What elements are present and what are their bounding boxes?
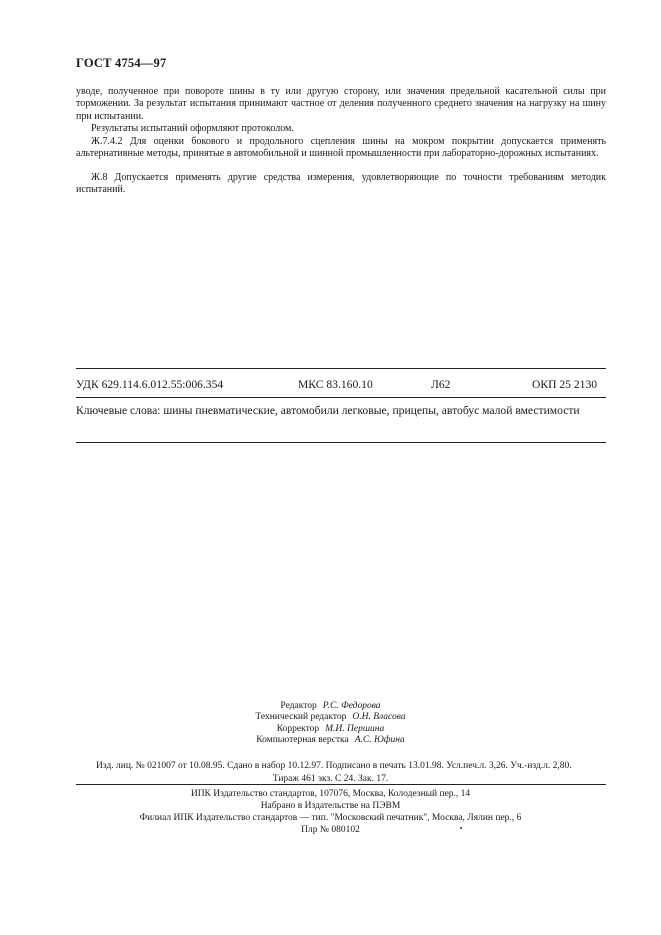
credit-tech-editor [0,712,661,723]
rule-imprint [76,784,606,785]
credit-person: М.И. Першина [325,723,385,734]
credit-editor [0,701,661,712]
publisher-line: Филиал ИПК Издательство стандартов — тип. "Московский печатник", Москва, Лялин пер., 6 [139,813,522,823]
rule-top-classification [76,368,606,369]
publisher-line: Плр № 080102 [301,825,360,835]
credit-role: Корректор [276,723,320,734]
credits-block [0,701,661,747]
credit-role: Компьютерная верстка [256,735,349,746]
credit-person: О.Н. Власова [352,712,406,723]
udk-code: УДК 629.114.6.012.55:006.354 [76,378,224,391]
document-code-header: ГОСТ 4754—97 [76,56,167,70]
credit-role: Редактор [280,701,317,711]
publisher-block [0,788,661,836]
group-code: Л62 [431,378,451,391]
paragraph-8: Ж.8 Допускается применять другие средства измерения, удовлетворяющие по точности требованиям методик испытаний. [76,172,606,196]
scan-speck [460,827,462,829]
paragraph-continuation: уводе, полученное при повороте шины в ту или другую сторону, или значения предельной касательной силы при торможении. За результат испытания принимают частное от деления полученного среднего значения на нагрузку на шину при испытании. [76,86,606,122]
publisher-line: ИПК Издательство стандартов, 107076, Москва, Колодезный пер., 14 [190,789,471,799]
publisher-line: Набрано в Издательстве на ПЭВМ [260,801,401,811]
paragraph-7-4-2: Ж.7.4.2 Для оценки бокового и продольного сцепления шины на мокром покрытии допускается применять альтернативные методы, принятые в автомобильной и шинной промышленности при лабораторно-дорожных испытаниях. [76,135,606,159]
credit-corrector [0,724,661,735]
credit-layout [0,735,661,746]
imprint-license-line: Изд. лиц. № 021007 от 10.08.95. Сдано в набор 10.12.97. Подписано в печать 13.01.98. Усл.печ.л. 3,26. Уч.-изд.л. 2,80. [96,761,572,771]
rule-bottom-keywords [76,442,606,443]
imprint-circulation-line: Тираж 461 экз. С 24. Зак. 17. [272,774,389,784]
credit-person: А.С. Юфина [354,735,405,746]
paragraph-results: Результаты испытаний оформляют протоколом. [91,123,294,134]
rule-mid-classification [76,397,606,398]
credit-person: Р.С. Федорова [322,701,381,711]
keywords: Ключевые слова: шины пневматические, автомобили легковые, прицепы, автобус малой вместимости [76,404,580,417]
okp-code: ОКП 25 2130 [532,378,598,391]
credit-role: Технический редактор [255,712,347,723]
mks-code: МКС 83.160.10 [298,378,373,391]
